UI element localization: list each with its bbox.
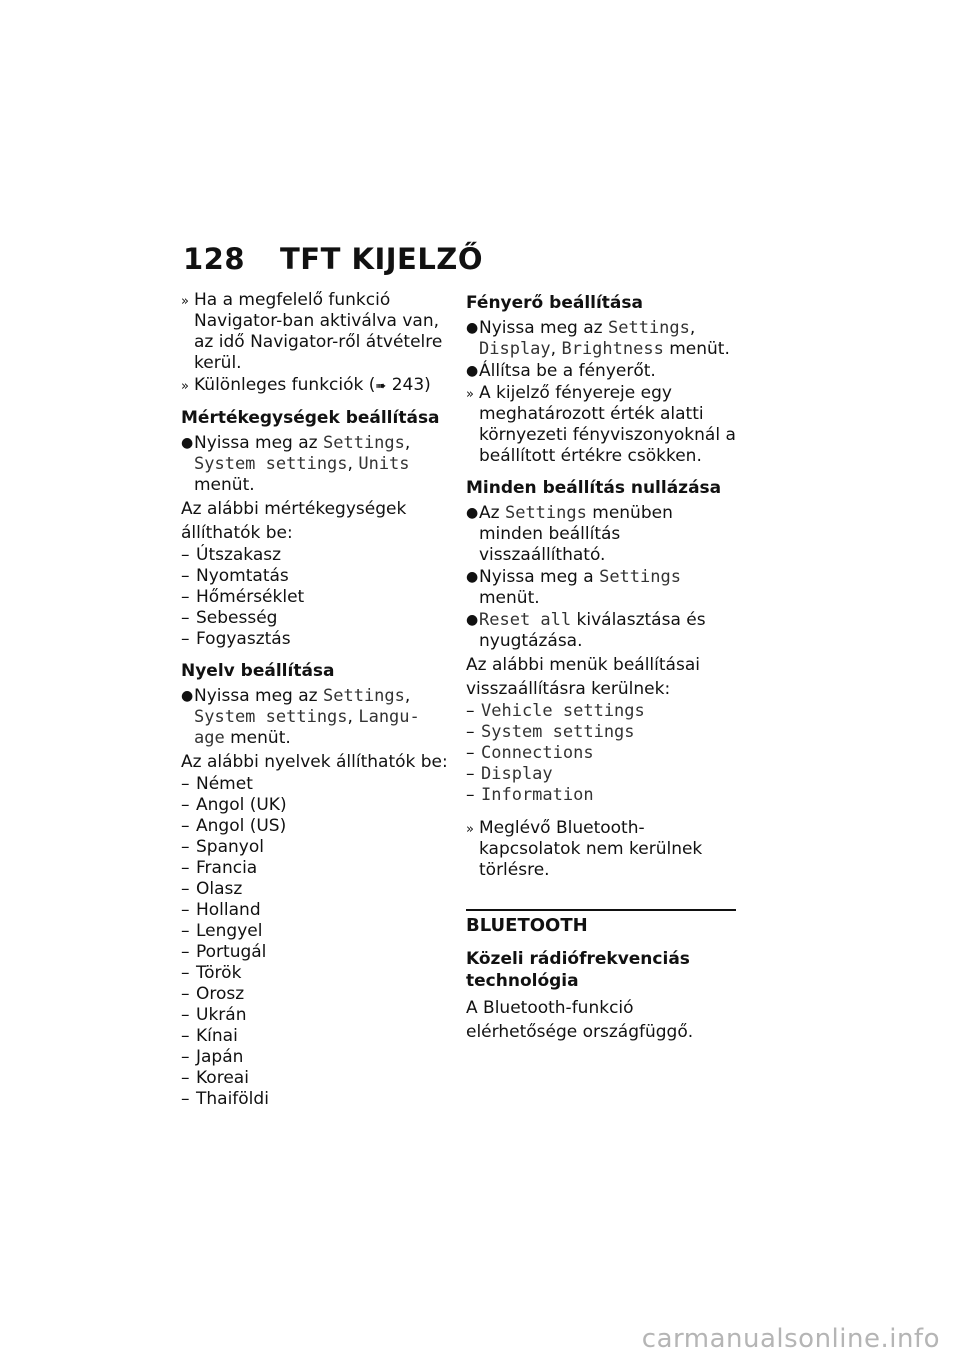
list-item: – Hőmérséklet [181, 587, 305, 607]
page-header [183, 242, 483, 276]
bluetooth-heading: Közeli rádiófrekvenciás technológia [466, 949, 690, 991]
list-item: – Angol (UK) [181, 795, 287, 815]
list-item: – System settings [466, 722, 635, 742]
tip-special-functions: » Különleges funkciók (➠ 243) [181, 375, 431, 395]
right-column [466, 290, 736, 1044]
list-item: – Sebesség [181, 608, 278, 628]
units-list [181, 545, 451, 650]
reset-step-2: ● Nyissa meg a Settings menüt. [466, 567, 681, 608]
menu-units: Units [358, 454, 410, 474]
list-item: – Nyomtatás [181, 566, 289, 586]
tip-navigator-time: » Ha a megfelelő funkció Navigator-ban aktiválva van, az idő Navigator-ről átvételre kerül. [181, 290, 443, 373]
reset-list [466, 701, 736, 806]
list-item: – Display [466, 764, 553, 784]
menu-settings: Settings [608, 318, 690, 338]
units-heading: Mértékegységek beállítása [181, 408, 440, 428]
list-item: – Japán [181, 1047, 244, 1067]
bullet-icon: ● [181, 688, 194, 704]
brightness-step: ● Nyissa meg az Settings, Display, Brightness menüt. [466, 318, 730, 359]
brightness-tip: » A kijelző fényereje egy meghatározott érték alatti környezeti fényviszonyoknál a beállított értékre csökken. [466, 383, 736, 466]
watermark: carmanualsonline.info [641, 1324, 940, 1354]
bullet-icon: ● [466, 505, 479, 521]
language-intro: Az alábbi nyelvek állíthatók be: [181, 752, 448, 772]
tip-marker-icon: » [181, 294, 189, 309]
reset-step-3: ● Reset all kiválasztása és nyugtázása. [466, 610, 706, 651]
menu-settings: Settings [504, 503, 587, 523]
reset-tip: » Meglévő Bluetooth-kapcsolatok nem kerülnek törlésre. [466, 818, 703, 880]
bullet-icon: ● [466, 363, 479, 379]
section-divider [466, 909, 736, 911]
list-item: – Angol (US) [181, 816, 287, 836]
menu-settings: Settings [599, 567, 681, 587]
bullet-icon: ● [466, 569, 479, 585]
list-item: – Koreai [181, 1068, 249, 1088]
menu-system-settings: System settings [194, 707, 348, 727]
menu-display: Display [479, 339, 551, 359]
bluetooth-text: A Bluetooth-funkció elérhetősége országfüggő. [466, 998, 694, 1042]
menu-settings: Settings [323, 686, 405, 706]
page-reference-link[interactable]: 243) [391, 375, 431, 395]
reset-heading: Minden beállítás nullázása [466, 478, 722, 498]
list-item: – Olasz [181, 879, 243, 899]
tip-marker-icon: » [181, 379, 189, 394]
menu-reset-all: Reset all [479, 610, 572, 630]
list-item: – Spanyol [181, 837, 264, 857]
reset-intro: Az alábbi menük beállításai visszaállításra kerülnek: [466, 655, 700, 699]
list-item: – Kínai [181, 1026, 238, 1046]
units-step: ● Nyissa meg az Settings, System settings, Units menüt. [181, 433, 411, 495]
list-item: – Vehicle settings [466, 701, 645, 721]
language-step: ● Nyissa meg az Settings, System settings, Langu- age menüt. [181, 686, 420, 748]
menu-language: Langu- [358, 707, 420, 727]
list-item: – Portugál [181, 942, 267, 962]
list-item: – Thaiföldi [181, 1089, 269, 1109]
list-item: – Ukrán [181, 1005, 247, 1025]
menu-brightness: Brightness [561, 339, 664, 359]
list-item: – Connections [466, 743, 594, 763]
bullet-icon: ● [466, 612, 479, 628]
bullet-icon: ● [466, 320, 479, 336]
list-item: – Francia [181, 858, 258, 878]
list-item: – Fogyasztás [181, 629, 291, 649]
tip-marker-icon: » [466, 822, 474, 837]
bullet-icon: ● [181, 435, 194, 451]
bluetooth-section-title: BLUETOOTH [466, 915, 588, 936]
tip-marker-icon: » [466, 387, 474, 402]
reset-step-1: ● Az Settings menüben minden beállítás visszaállítható. [466, 503, 673, 565]
brightness-step-2: ● Állítsa be a fényerőt. [466, 361, 656, 381]
units-intro: Az alábbi mértékegységek állíthatók be: [181, 499, 407, 543]
left-column [181, 290, 451, 1110]
page-number: 128 [183, 242, 246, 276]
list-item: – Lengyel [181, 921, 263, 941]
language-list [181, 774, 451, 1110]
list-item: – Orosz [181, 984, 245, 1004]
language-heading: Nyelv beállítása [181, 661, 335, 681]
menu-system-settings: System settings [194, 454, 348, 474]
list-item: – Information [466, 785, 594, 805]
list-item: – Holland [181, 900, 261, 920]
page-reference-arrow-icon: ➠ [375, 379, 387, 394]
menu-settings: Settings [323, 433, 405, 453]
brightness-heading: Fényerő beállítása [466, 293, 643, 313]
list-item: – Útszakasz [181, 545, 282, 565]
list-item: – Német [181, 774, 253, 794]
list-item: – Török [181, 963, 242, 983]
page-title: TFT KIJELZŐ [280, 242, 483, 276]
